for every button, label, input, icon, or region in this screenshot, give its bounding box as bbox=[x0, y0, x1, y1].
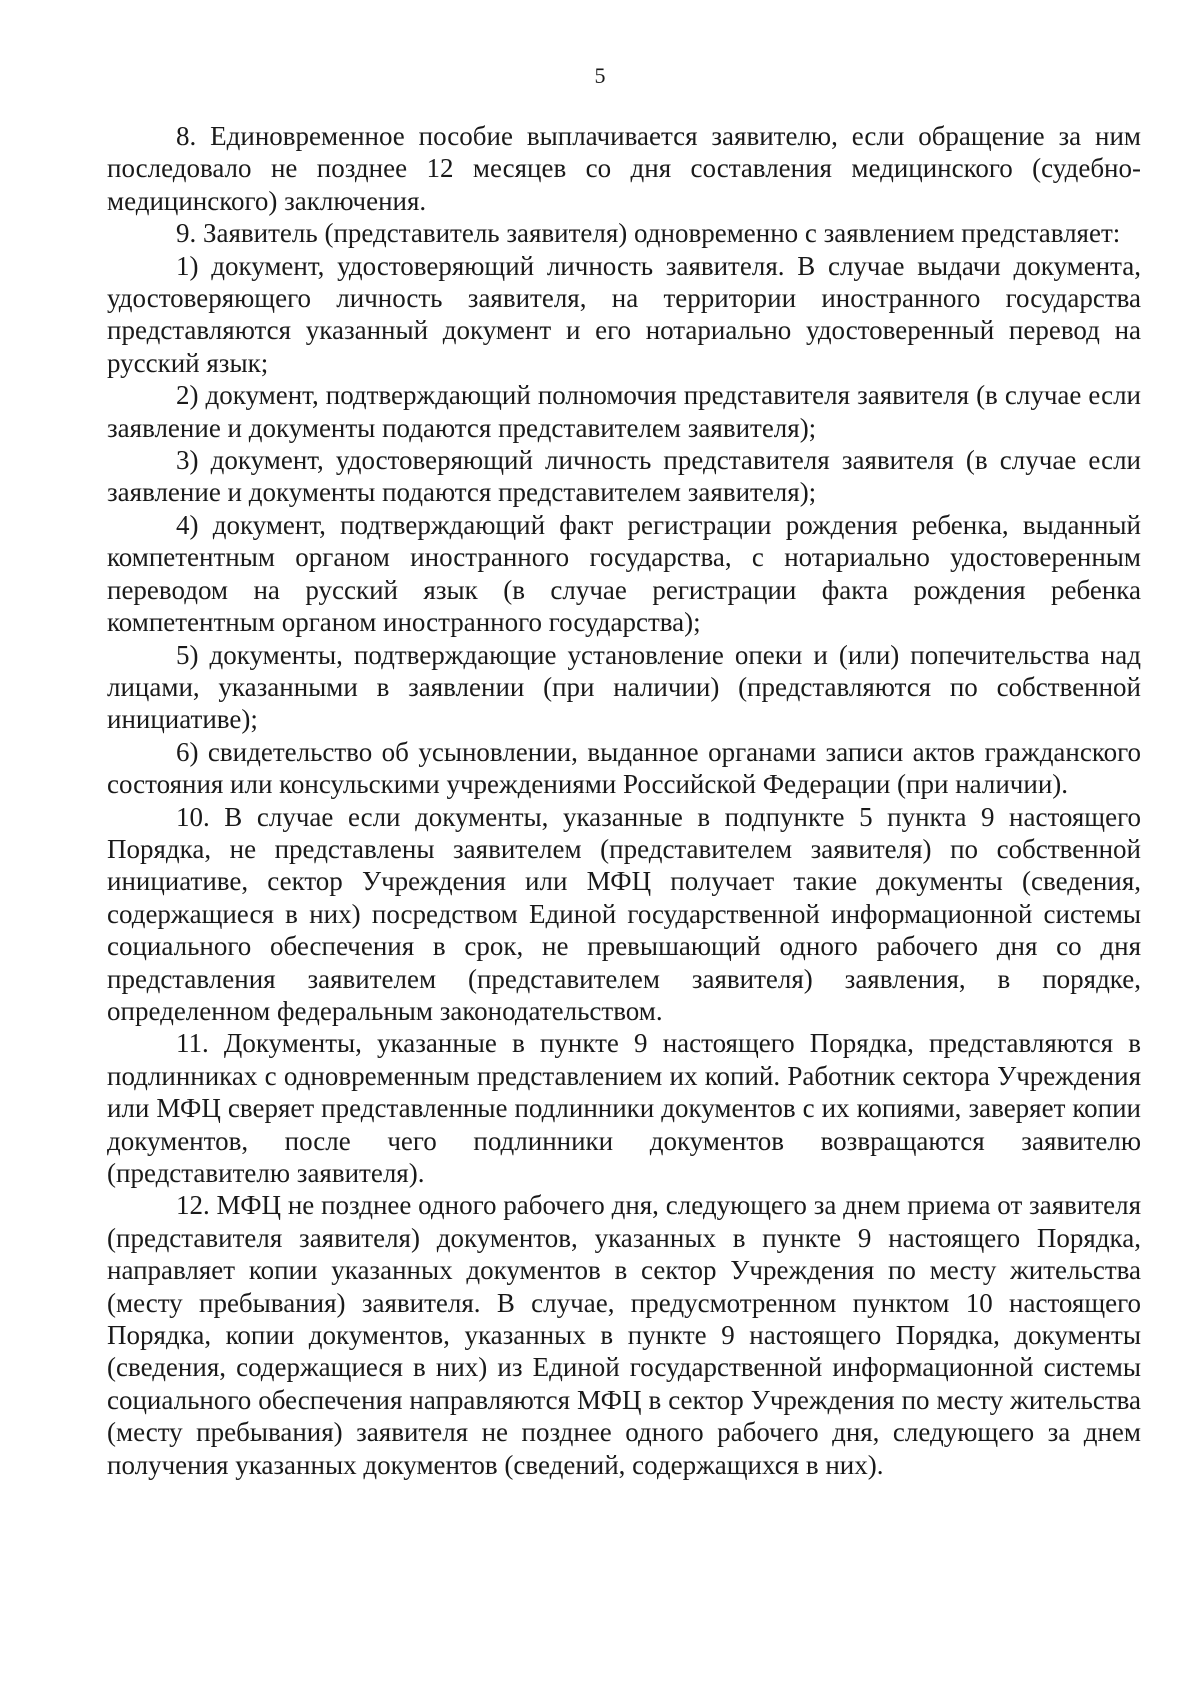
paragraph-10: 10. В случае если документы, указанные в подпункте 5 пункта 9 настоящего Порядка, не представлены заявителем (представителем заявителя) по собственной инициативе, сектор Учреждения или МФЦ получает такие документы (сведения, содержащиеся в них) посредством Единой государственной информационной системы социального обеспечения в срок, не превышающий одного рабочего дня со дня представления заявителем (представителем заявителя) заявления, в порядке, определенном федеральным законодательством. bbox=[107, 801, 1141, 1026]
page-number: 5 bbox=[594, 63, 606, 88]
subitem-9-2: 2) документ, подтверждающий полномочия представителя заявителя (в случае если заявление и документы подаются представителем заявителя); bbox=[107, 380, 1141, 443]
subitem-9-6: 6) свидетельство об усыновлении, выданное органами записи актов гражданского состояния или консульскими учреждениями Российской Федерации (при наличии). bbox=[107, 736, 1141, 800]
subitem-9-4: 4) документ, подтверждающий факт регистрации рождения ребенка, выданный компетентным органом иностранного государства, с нотариально удостоверенным переводом на русский язык (в случае регистрации факта рождения ребенка компетентным органом иностранного государства); bbox=[107, 509, 1141, 638]
paragraph-12: 12. МФЦ не позднее одного рабочего дня, следующего за днем приема от заявителя (представителя заявителя) документов, указанных в пункте 9 настоящего Порядка, направляет копии указанных документов в сектор Учреждения по месту жительства (месту пребывания) заявителя. В случае, предусмотренном пунктом 10 настоящего Порядка, копии документов, указанных в пункте 9 настоящего Порядка, документы (сведения, содержащиеся в них) из Единой государственной информационной системы социального обеспечения направляются МФЦ в сектор Учреждения по месту жительства (месту пребывания) заявителя не позднее одного рабочего дня, следующего за днем получения указанных документов (сведений, содержащихся в них). bbox=[107, 1190, 1141, 1480]
subitem-9-1: 1) документ, удостоверяющий личность заявителя. В случае выдачи документа, удостоверяющего личность заявителя, на территории иностранного государства представляются указанный документ и его нотариально удостоверенный перевод на русский язык; bbox=[107, 250, 1141, 378]
paragraph-8: 8. Единовременное пособие выплачивается заявителю, если обращение за ним последовало не позднее 12 месяцев со дня составления медицинского (судебно-медицинского) заключения. bbox=[107, 121, 1141, 216]
subitem-9-3: 3) документ, удостоверяющий личность представителя заявителя (в случае если заявление и документы подаются представителем заявителя); bbox=[107, 445, 1141, 508]
document-body bbox=[107, 120, 1141, 1481]
paragraph-9: 9. Заявитель (представитель заявителя) одновременно с заявлением представляет: bbox=[176, 218, 1121, 249]
paragraph-11: 11. Документы, указанные в пункте 9 настоящего Порядка, представляются в подлинниках с одновременным представлением их копий. Работник сектора Учреждения или МФЦ сверяет представленные подлинники документов с их копиями, заверяет копии документов, после чего подлинники документов возвращаются заявителю (представителю заявителя). bbox=[107, 1028, 1141, 1188]
subitem-9-5: 5) документы, подтверждающие установление опеки и (или) попечительства над лицами, указанными в заявлении (при наличии) (представляются по собственной инициативе); bbox=[107, 639, 1141, 735]
